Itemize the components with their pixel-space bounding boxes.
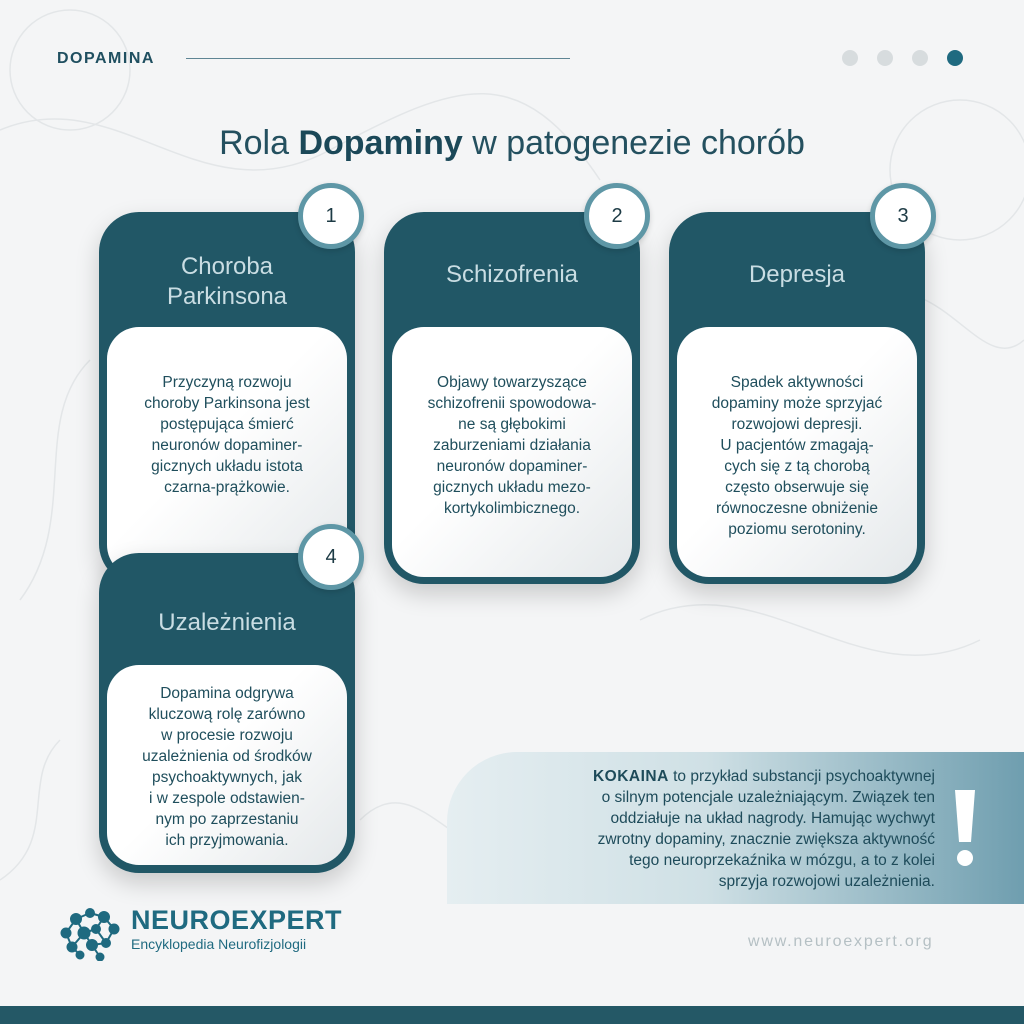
bottom-bar: [0, 1006, 1024, 1024]
cocaine-keyword: KOKAINA: [592, 768, 669, 785]
number-badge: 4: [298, 524, 364, 590]
number-badge: 1: [298, 183, 364, 249]
title-suffix: w patogenezie chorób: [462, 124, 805, 162]
page-title: [0, 124, 1024, 163]
title-bold: Dopaminy: [298, 124, 463, 162]
card-content: [392, 327, 632, 577]
number-badge: 2: [584, 183, 650, 249]
card-content: [677, 327, 917, 577]
header-divider: [186, 58, 570, 59]
card-body: Przyczyną rozwoju choroby Parkinsona jest postępująca śmierć neuronów dopaminer- gicznych układu istota czarna-prążkowie.: [144, 374, 310, 496]
card-addiction: [99, 553, 355, 873]
card-content: [107, 665, 347, 865]
card-title: Uzależnienia: [158, 609, 296, 636]
website-url: www.neuroexpert.org: [748, 933, 934, 950]
card-depression: [669, 212, 925, 584]
card-title: Schizofrenia: [445, 261, 579, 288]
page-dot: [912, 50, 928, 66]
card-title: Choroba Parkinsona: [166, 253, 288, 310]
page-indicator: [842, 50, 963, 66]
cocaine-text: [503, 766, 935, 892]
header-label: DOPAMINA: [57, 50, 155, 67]
card-body: Objawy towarzyszące schizofrenii spowodowa- ne są głębokimi zaburzeniami działania neuronów dopaminer- gicznych układu mezo- kortykolimbicznego.: [427, 374, 597, 517]
exclamation-icon: [950, 788, 980, 868]
brain-network-icon: [56, 905, 122, 961]
page-dot-active: [947, 50, 963, 66]
card-body: Dopamina odgrywa kluczową rolę zarówno w procesie rozwoju uzależnienia od środków psychoaktywnych, jak i w zespole odstawien- nym po zaprzestaniu ich przyjmowania.: [142, 685, 312, 849]
cocaine-description: to przykład substancji psychoaktywnej o silnym potencjale uzależniającym. Związek ten oddziałuje na układ nagrody. Hamując wychwyt zwrotny dopaminy, znacznie zwiększa aktywność tego neuroprzekaźnika w mózgu, a to z kolei sprzyja rozwojowi uzależnienia.: [597, 768, 935, 890]
cocaine-info-box: [447, 752, 1024, 904]
page-dot: [842, 50, 858, 66]
card-title: Depresja: [748, 261, 846, 288]
logo-name: NEUROEXPERT: [131, 905, 343, 935]
card-body: Spadek aktywności dopaminy może sprzyjać rozwojowi depresji. U pacjentów zmagają- cych się z tą chorobą często obserwuje się równoczesne obniżenie poziomu serotoniny.: [711, 374, 883, 538]
title-prefix: Rola: [219, 124, 299, 162]
card-schizophrenia: [384, 212, 640, 584]
logo-subtitle: Encyklopedia Neurofizjologii: [131, 936, 307, 952]
number-badge: 3: [870, 183, 936, 249]
page-dot: [877, 50, 893, 66]
